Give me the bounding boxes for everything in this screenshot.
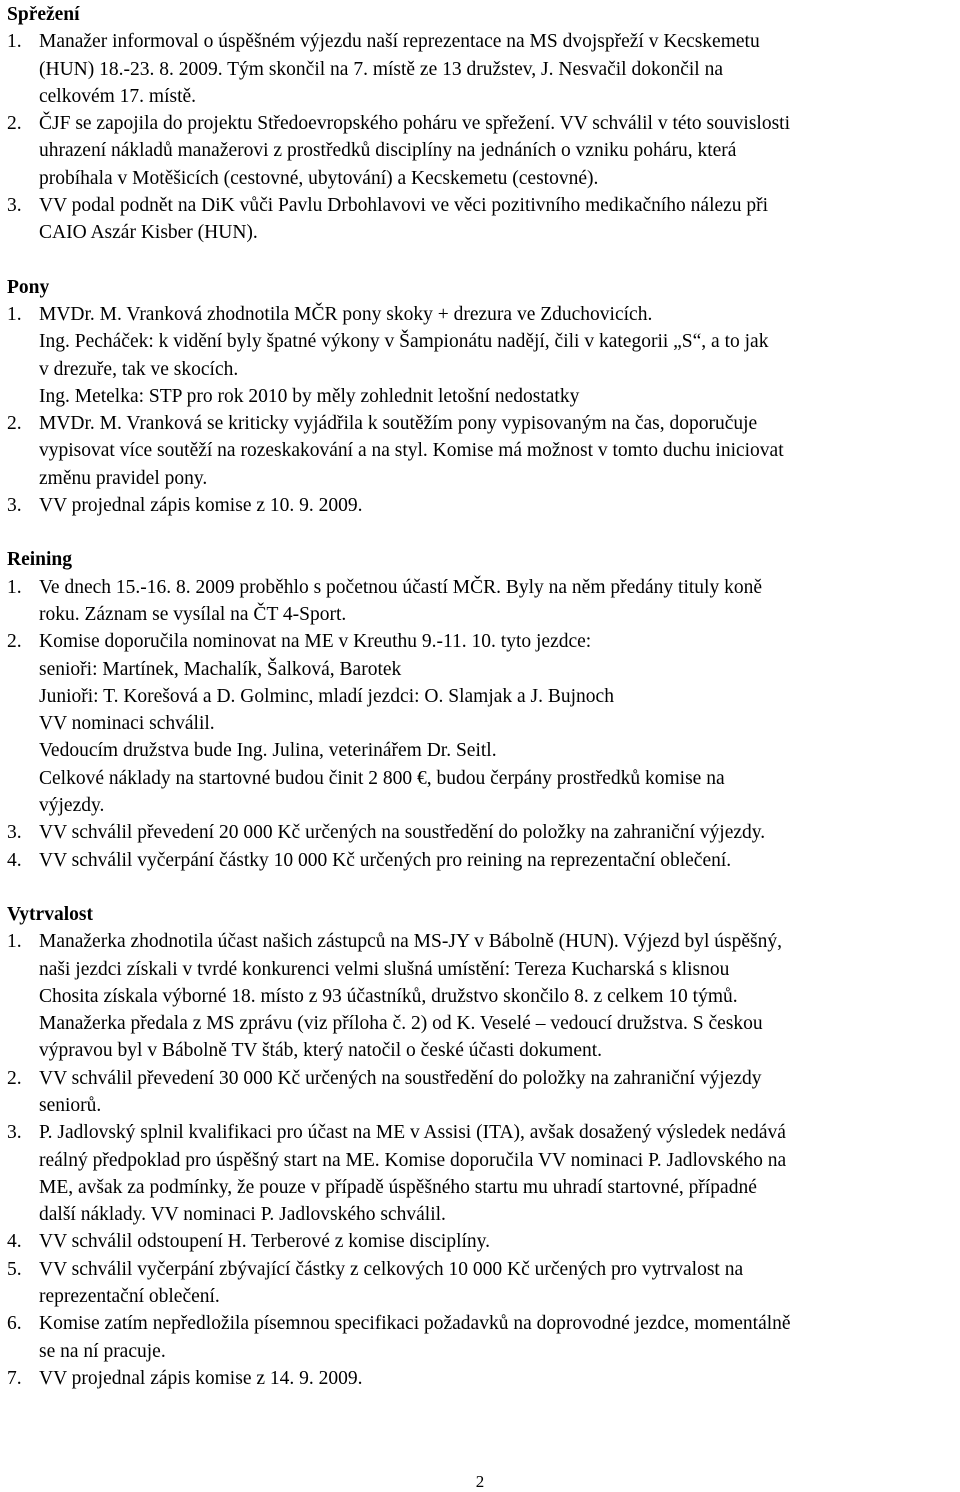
item-text-line: ME, avšak za podmínky, že pouze v případě úspěšného startu mu uhradí startovné, případné: [39, 1176, 757, 1198]
list-item: [7, 1228, 957, 1255]
list-item: [7, 192, 957, 247]
list-item: [7, 1365, 957, 1392]
item-number: 3.: [7, 195, 22, 217]
item-number: 4.: [7, 1231, 22, 1253]
item-number: 4.: [7, 849, 22, 871]
item-text-line: Celkové náklady na startovné budou činit 2 800 €, budou čerpány prostředků komise na: [39, 767, 725, 789]
list-item: [7, 410, 957, 492]
item-number: 2.: [7, 413, 22, 435]
item-number: 2.: [7, 1067, 22, 1089]
item-number: 3.: [7, 1122, 22, 1144]
section-heading: Pony: [7, 276, 50, 298]
list-item: [7, 110, 957, 192]
item-text-line: uhrazení nákladů manažerovi z prostředků disciplíny na jednáních o vzniku poháru, která: [39, 140, 737, 162]
item-text-line: Ing. Metelka: STP pro rok 2010 by měly zohlednit letošní nedostatky: [39, 385, 580, 407]
list-item: [7, 1065, 957, 1120]
item-text-line: změnu pravidel pony.: [39, 467, 208, 489]
item-text-line: reálný předpoklad pro úspěšný start na ME. Komise doporučila VV nominaci P. Jadlovského na: [39, 1149, 787, 1171]
item-number: 6.: [7, 1313, 22, 1335]
item-text-line: ČJF se zapojila do projektu Středoevropského poháru ve spřežení. VV schválil v této souvislosti: [39, 113, 790, 135]
item-text-line: v drezuře, tak ve skocích.: [39, 358, 239, 380]
section-sp-e-en-: [7, 1, 957, 247]
item-text-line: výpravou byl v Bábolně TV štáb, který natočil o české účasti dokument.: [39, 1040, 603, 1062]
item-text-line: celkovém 17. místě.: [39, 85, 197, 107]
item-number: 1.: [7, 931, 22, 953]
list-item: [7, 628, 957, 819]
item-text-line: MVDr. M. Vranková zhodnotila MČR pony skoky + drezura ve Zduchovicích.: [39, 303, 653, 325]
item-text-line: seniorů.: [39, 1094, 102, 1116]
item-text-line: vypisovat více soutěží na rozeskakování a na styl. Komise má možnost v tomto duchu iniciovat: [39, 440, 784, 462]
list-item: [7, 492, 957, 519]
item-text-line: VV projednal zápis komise z 10. 9. 2009.: [39, 495, 363, 517]
item-text-line: roku. Záznam se vysílal na ČT 4-Sport.: [39, 603, 347, 625]
item-text-line: CAIO Aszár Kisber (HUN).: [39, 222, 258, 244]
item-number: 3.: [7, 822, 22, 844]
item-text-line: VV schválil převedení 30 000 Kč určených na soustředění do položky na zahraniční výjezdy: [39, 1067, 762, 1089]
list-item: [7, 28, 957, 110]
list-item: [7, 301, 957, 410]
item-number: 1.: [7, 303, 22, 325]
item-text-line: (HUN) 18.-23. 8. 2009. Tým skončil na 7. místě ze 13 družstev, J. Nesvačil dokončil na: [39, 58, 723, 80]
section-heading: Reining: [7, 549, 73, 571]
item-text-line: Ve dnech 15.-16. 8. 2009 proběhlo s početnou účastí MČR. Byly na něm předány tituly koně: [39, 576, 763, 598]
item-text-line: senioři: Martínek, Machalík, Šalková, Barotek: [39, 658, 402, 680]
item-text-line: VV schválil odstoupení H. Terberové z komise disciplíny.: [39, 1231, 491, 1253]
item-text-line: další náklady. VV nominaci P. Jadlovského schválil.: [39, 1204, 446, 1226]
item-text-line: se na ní pracuje.: [39, 1340, 166, 1362]
list-item: [7, 574, 957, 629]
list-item: [7, 819, 957, 846]
section-pony: [7, 274, 957, 520]
item-number: 7.: [7, 1367, 22, 1389]
item-text-line: P. Jadlovský splnil kvalifikaci pro účast na ME v Assisi (ITA), avšak dosažený výsledek nedává: [39, 1122, 786, 1144]
item-text-line: Vedoucím družstva bude Ing. Julina, veterinářem Dr. Seitl.: [39, 740, 497, 762]
section-reining: [7, 546, 957, 874]
item-text-line: naši jezdci získali v tvrdé konkurenci velmi slušná umístění: Tereza Kucharská s klisnou: [39, 958, 730, 980]
item-number: 1.: [7, 31, 22, 53]
item-text-line: Manažerka zhodnotila účast našich zástupců na MS-JY v Bábolně (HUN). Výjezd byl úspěšný,: [39, 931, 782, 953]
item-text-line: VV schválil vyčerpání zbývající částky z celkových 10 000 Kč určených pro vytrvalost na: [39, 1258, 744, 1280]
item-text-line: MVDr. M. Vranková se kriticky vyjádřila k soutěžím pony vypisovaným na čas, doporučuje: [39, 413, 758, 435]
item-text-line: VV nominaci schválil.: [39, 713, 215, 735]
item-text-line: Manažerka předala z MS zprávu (viz příloha č. 2) od K. Veselé – vedoucí družstva. S českou: [39, 1013, 763, 1035]
item-text-line: Manažer informoval o úspěšném výjezdu naší reprezentace na MS dvojspřeží v Kecskemetu: [39, 31, 760, 53]
item-text-line: probíhala v Motěšicích (cestovné, ubytování) a Kecskemetu (cestovné).: [39, 167, 599, 189]
item-text-line: Junioři: T. Korešová a D. Golminc, mladí jezdci: O. Slamjak a J. Bujnoch: [39, 685, 614, 707]
item-text-line: Ing. Pecháček: k vidění byly špatné výkony v Šampionátu nadějí, čili v kategorii „S“, a to jak: [39, 331, 769, 353]
list-item: [7, 1119, 957, 1228]
document-page: [7, 1, 957, 1392]
item-number: 1.: [7, 576, 22, 598]
list-item: [7, 1310, 957, 1365]
section-heading: Spřežení: [7, 4, 80, 25]
item-text-line: výjezdy.: [39, 795, 105, 817]
list-item: [7, 1256, 957, 1311]
item-text-line: Komise zatím nepředložila písemnou specifikaci požadavků na doprovodné jezdce, momentálně: [39, 1313, 791, 1335]
item-text-line: reprezentační oblečení.: [39, 1286, 220, 1308]
section-heading: Vytrvalost: [7, 903, 93, 925]
item-text-line: VV podal podnět na DiK vůči Pavlu Drbohlavovi ve věci pozitivního medikačního nálezu při: [39, 195, 769, 217]
item-text-line: Komise doporučila nominovat na ME v Kreuthu 9.-11. 10. tyto jezdce:: [39, 631, 592, 653]
item-number: 3.: [7, 495, 22, 517]
item-number: 2.: [7, 631, 22, 653]
list-item: [7, 847, 957, 874]
page-number: 2: [475, 1472, 485, 1491]
item-text-line: Chosita získala výborné 18. místo z 93 účastníků, družstvo skončilo 8. z celkem 10 týmů.: [39, 985, 738, 1007]
item-number: 5.: [7, 1258, 22, 1280]
item-text-line: VV schválil vyčerpání částky 10 000 Kč určených pro reining na reprezentační oblečení.: [39, 849, 732, 871]
list-item: [7, 928, 957, 1064]
item-number: 2.: [7, 113, 22, 135]
section-vytrvalost: [7, 901, 957, 1392]
item-text-line: VV projednal zápis komise z 14. 9. 2009.: [39, 1367, 363, 1389]
item-text-line: VV schválil převedení 20 000 Kč určených na soustředění do položky na zahraniční výjezdy.: [39, 822, 766, 844]
